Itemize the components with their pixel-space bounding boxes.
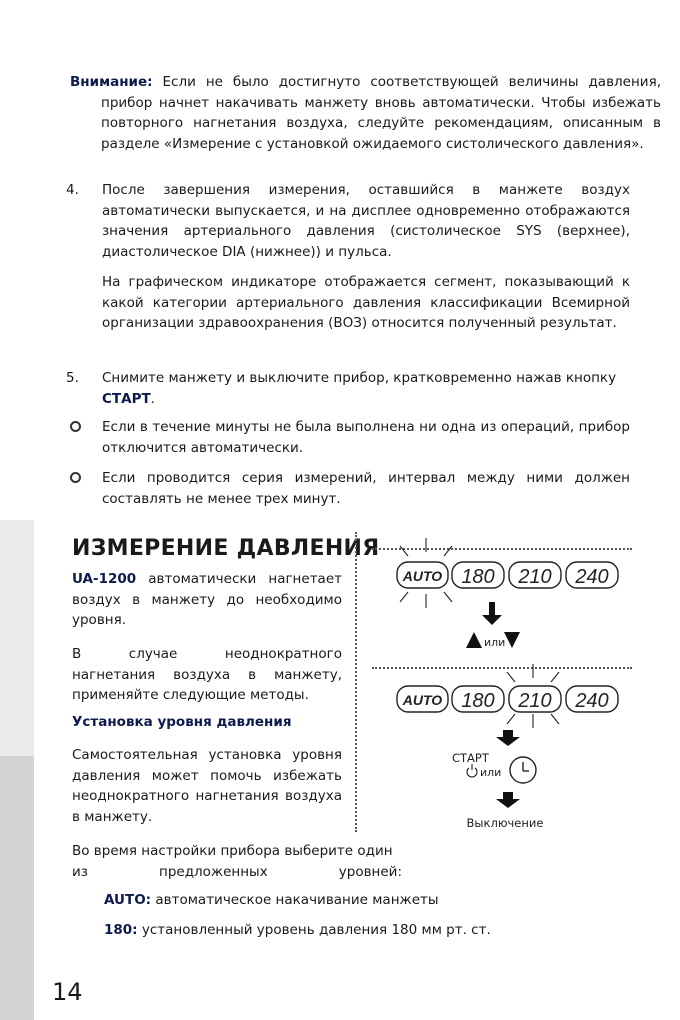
bullet-item xyxy=(70,417,630,458)
level-label: 180 xyxy=(461,566,495,588)
pressure-level-figure xyxy=(370,530,670,840)
bullet-text: Если проводится серия измерений, интервал между ними должен составлять не менее трех минут. xyxy=(102,470,630,507)
bullet-text: Если в течение минуты не была выполнена ни одна из операций, прибор отключится автоматически. xyxy=(102,419,630,456)
step-5-body: Снимите манжету и выключите прибор, кратковременно нажав кнопку xyxy=(102,370,617,386)
section-heading: ИЗМЕРЕНИЕ ДАВЛЕНИЯ xyxy=(72,536,380,561)
option-180 xyxy=(104,920,644,941)
intro-text: автоматически нагнетает воздух в манжету до необходимо уровня. xyxy=(72,571,342,628)
level-label: 240 xyxy=(575,566,609,588)
figure-border-left xyxy=(355,532,357,832)
option-label: 180: xyxy=(104,922,138,938)
level-label: 210 xyxy=(518,690,552,712)
subheading: Установка уровня давления xyxy=(72,714,292,730)
figure-drawing xyxy=(370,530,670,840)
step-4-extra: На графическом индикаторе отображается сегмент, показывающий к какой категории артериального давления классификации Всемирной организации здравоохранения (ВОЗ) относится полученный результат. xyxy=(102,274,630,331)
or-label: или xyxy=(484,636,506,649)
arrow-down-icon xyxy=(496,730,520,746)
level-label: 180 xyxy=(461,690,495,712)
off-label: Выключение xyxy=(466,816,544,830)
section-intro xyxy=(72,569,342,631)
bullet-circle-icon xyxy=(70,472,81,483)
page-margin-band xyxy=(0,520,34,756)
bullet-item xyxy=(70,468,630,509)
attention-label: Внимание: xyxy=(70,74,153,90)
section-para-4: Во время настройки прибора выберите один из предложенных уровней: xyxy=(72,843,402,880)
page-number: 14 xyxy=(52,978,83,1006)
option-auto xyxy=(104,890,644,911)
level-label: 210 xyxy=(518,566,552,588)
or-label: или xyxy=(480,766,502,779)
timer-icon xyxy=(510,757,536,783)
start-keyword: СТАРТ xyxy=(102,390,151,407)
level-label: AUTO xyxy=(402,568,443,584)
option-text: автоматическое накачивание манжеты xyxy=(151,892,439,908)
power-icon xyxy=(467,764,477,777)
step-4-text: После завершения измерения, оставшийся в манжете воздух автоматически выпускается, и на дисплее одновременно отображаются значения артериального давления (систолическое SYS (верхнее), диастолическое DIA (нижнее)) и пульса. xyxy=(102,182,630,260)
arrow-down-icon xyxy=(482,602,502,625)
step-5-tail: . xyxy=(150,390,155,407)
attention-note xyxy=(70,72,661,154)
triangle-up-icon xyxy=(466,632,482,648)
option-label: AUTO: xyxy=(104,892,152,908)
level-row-top xyxy=(397,562,618,588)
start-label: СТАРТ xyxy=(452,751,489,765)
section-para-2: В случае неоднократного нагнетания воздуха в манжету, применяйте следующие методы. xyxy=(72,646,342,703)
step-5 xyxy=(66,368,630,409)
triangle-down-icon xyxy=(504,632,520,648)
level-label: 240 xyxy=(575,690,609,712)
bullet-circle-icon xyxy=(70,421,81,432)
page-margin-band-dark xyxy=(0,756,34,1020)
model-name: UA-1200 xyxy=(72,571,137,587)
level-label: AUTO xyxy=(402,692,443,708)
level-row-bottom xyxy=(397,686,618,712)
option-text: установленный уровень давления 180 мм рт. ст. xyxy=(137,922,491,938)
step-4 xyxy=(66,180,630,334)
step-number: 4. xyxy=(66,182,79,198)
section-para-3: Самостоятельная установка уровня давления может помочь избежать неоднократного нагнетания воздуха в манжету. xyxy=(72,747,342,825)
step-number: 5. xyxy=(66,370,79,386)
step-5-text xyxy=(102,368,630,409)
attention-text: Если не было достигнуто соответствующей величины давления, прибор начнет накачивать манжету вновь автоматически. Чтобы избежать повторного нагнетания воздуха, следуйте рекомендациям, описанным в разделе «Измерение с установкой ожидаемого систолического давления». xyxy=(101,74,661,152)
arrow-down-icon xyxy=(496,792,520,808)
